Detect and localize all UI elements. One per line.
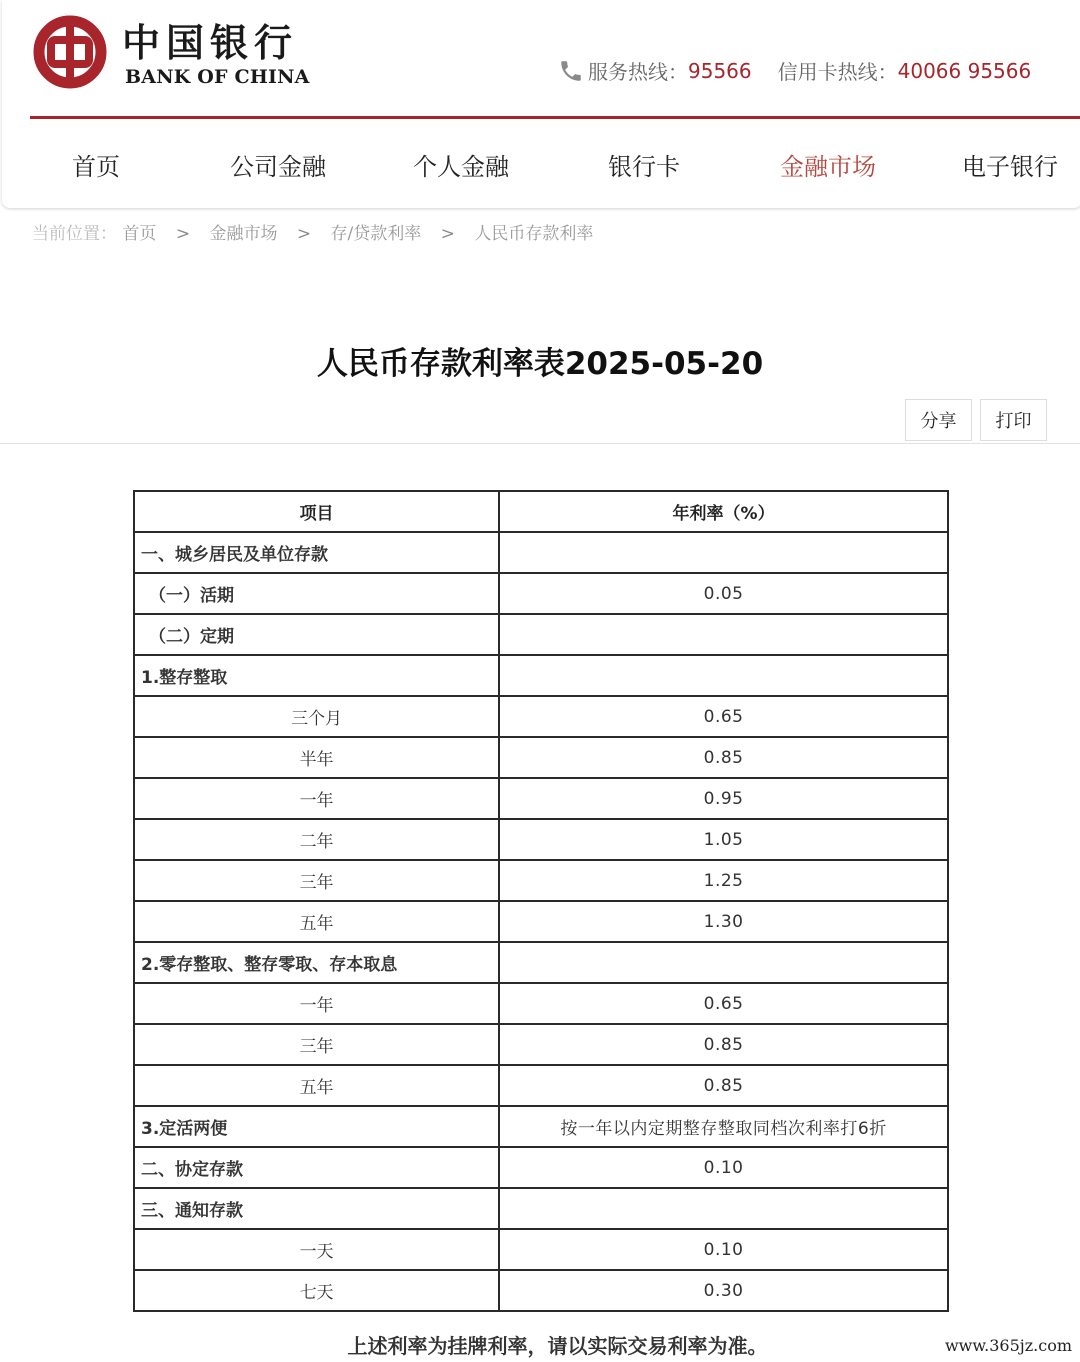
print-button[interactable]: 打印: [980, 399, 1047, 441]
rate-value-cell: 0.85: [499, 1024, 948, 1065]
rate-value-cell: 0.65: [499, 983, 948, 1024]
service-hotline-number[interactable]: 95566: [688, 58, 752, 83]
hotlines: [558, 56, 1031, 85]
table-row: [134, 778, 948, 819]
share-button[interactable]: 分享: [905, 399, 972, 441]
table-row: [134, 573, 948, 614]
table-row: [134, 1147, 948, 1188]
table-row: [134, 942, 948, 983]
rate-value-cell: 0.65: [499, 696, 948, 737]
table-row: [134, 1065, 948, 1106]
table-row: [134, 901, 948, 942]
breadcrumb-separator: >: [175, 224, 191, 244]
rate-item-cell: （二）定期: [134, 614, 499, 655]
table-row: [134, 1229, 948, 1270]
credit-hotline-label: 信用卡热线：: [777, 60, 898, 84]
rate-item-cell: 三年: [134, 1024, 499, 1065]
rate-item-cell: 一、城乡居民及单位存款: [134, 532, 499, 573]
table-row: [134, 1106, 948, 1147]
nav-item-home[interactable]: 首页: [72, 153, 120, 181]
table-row: [134, 655, 948, 696]
rate-item-cell: 半年: [134, 737, 499, 778]
rate-value-cell: 1.25: [499, 860, 948, 901]
table-row: [134, 1024, 948, 1065]
brand-name-cn: 中国银行: [122, 20, 299, 65]
rate-value-cell: 1.30: [499, 901, 948, 942]
bank-of-china-logo[interactable]: [32, 14, 112, 90]
rate-value-cell: [499, 942, 948, 983]
deposit-rate-table: [133, 490, 949, 1312]
credit-hotline-number[interactable]: 40066 95566: [897, 58, 1032, 83]
table-row: [134, 737, 948, 778]
rate-value-cell: 0.95: [499, 778, 948, 819]
table-body: [134, 532, 948, 1311]
rate-item-cell: 五年: [134, 1065, 499, 1106]
content-divider: [0, 443, 1080, 444]
rate-value-cell: [499, 532, 948, 573]
rate-value-cell: 0.10: [499, 1147, 948, 1188]
page-title: 人民币存款利率表2025-05-20: [316, 346, 764, 382]
service-hotline-label: 服务热线：: [588, 60, 688, 84]
nav-item-bank-cards[interactable]: 银行卡: [608, 153, 680, 181]
table-row: [134, 1270, 948, 1311]
main-nav: [30, 119, 1080, 205]
rate-value-cell: [499, 655, 948, 696]
rate-value-cell: 0.05: [499, 573, 948, 614]
rate-value-cell: 0.85: [499, 1065, 948, 1106]
rate-value-cell: [499, 1188, 948, 1229]
breadcrumb-item-home[interactable]: 首页: [122, 224, 157, 244]
table-row: [134, 819, 948, 860]
rate-item-cell: 三个月: [134, 696, 499, 737]
breadcrumb-item-financial-markets[interactable]: 金融市场: [209, 224, 278, 244]
breadcrumb-item-deposit-loan-rates[interactable]: 存/贷款利率: [330, 224, 422, 244]
breadcrumb-separator: >: [440, 224, 455, 244]
brand-name-en: BANK OF CHINA: [125, 66, 310, 88]
table-row: [134, 860, 948, 901]
table-row: [134, 696, 948, 737]
rate-item-cell: （一）活期: [134, 573, 499, 614]
rate-footnote: 上述利率为挂牌利率，请以实际交易利率为准。: [347, 1334, 768, 1358]
rate-item-cell: 七天: [134, 1270, 499, 1311]
rate-item-cell: 五年: [134, 901, 499, 942]
nav-item-e-banking[interactable]: 电子银行: [962, 153, 1058, 181]
rate-item-cell: 一年: [134, 778, 499, 819]
rate-item-cell: 三年: [134, 860, 499, 901]
nav-item-financial-markets[interactable]: 金融市场: [780, 153, 876, 181]
breadcrumb: [32, 219, 593, 244]
table-row: [134, 983, 948, 1024]
rate-item-cell: 2.零存整取、整存零取、存本取息: [134, 942, 499, 983]
rate-item-cell: 二、协定存款: [134, 1147, 499, 1188]
nav-item-corporate-banking[interactable]: 公司金融: [230, 153, 326, 181]
rate-item-cell: 一年: [134, 983, 499, 1024]
site-header: [2, 0, 1080, 208]
table-row: [134, 532, 948, 573]
breadcrumb-separator: >: [296, 224, 312, 244]
breadcrumb-item-rmb-deposit-rates[interactable]: 人民币存款利率: [474, 224, 594, 244]
rate-value-cell: 0.10: [499, 1229, 948, 1270]
table-row: [134, 614, 948, 655]
rate-value-cell: 0.30: [499, 1270, 948, 1311]
rate-item-cell: 三、通知存款: [134, 1188, 499, 1229]
rate-value-cell: 1.05: [499, 819, 948, 860]
table-row: [134, 1188, 948, 1229]
nav-item-personal-banking[interactable]: 个人金融: [413, 153, 509, 181]
column-header-rate: 年利率（%）: [499, 491, 948, 532]
breadcrumb-lead: 当前位置：: [32, 224, 117, 244]
rate-value-cell: 0.85: [499, 737, 948, 778]
rate-item-cell: 二年: [134, 819, 499, 860]
rate-value-cell: [499, 614, 948, 655]
phone-icon: [558, 58, 584, 84]
column-header-item: 项目: [134, 491, 499, 532]
rate-item-cell: 1.整存整取: [134, 655, 499, 696]
rate-value-cell: 按一年以内定期整存整取同档次利率打6折: [499, 1106, 948, 1147]
watermark: www.365jz.com: [944, 1336, 1072, 1355]
rate-item-cell: 一天: [134, 1229, 499, 1270]
rate-item-cell: 3.定活两便: [134, 1106, 499, 1147]
table-header-row: [134, 491, 948, 532]
